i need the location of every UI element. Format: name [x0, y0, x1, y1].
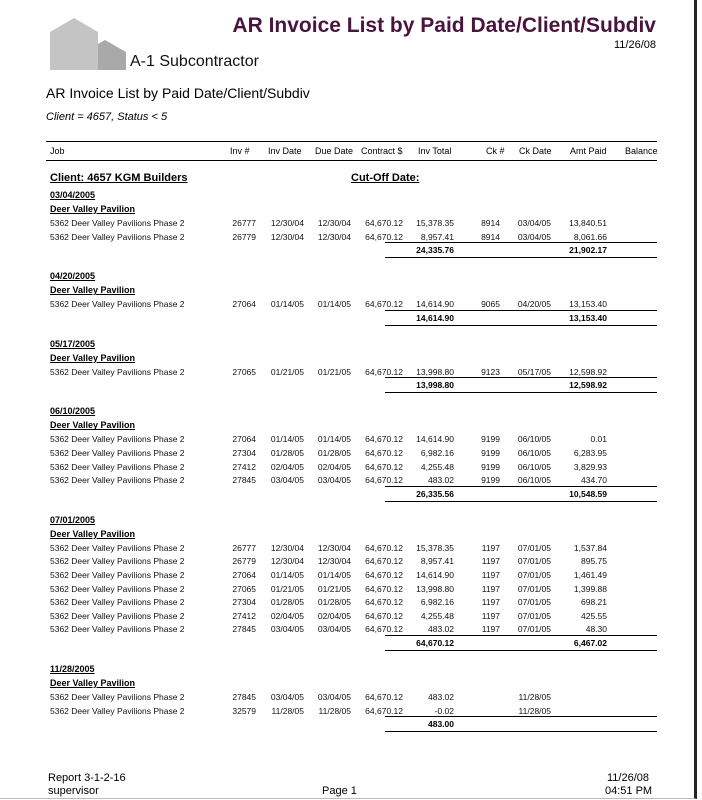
cell-ck-num: 9199 — [481, 448, 500, 458]
cell-inv-total: 4,255.48 — [420, 461, 454, 472]
cell-inv-num: 27304 — [232, 448, 256, 458]
cell-ck-date: 06/10/05 — [517, 475, 551, 486]
cell-job: 5362 Deer Valley Pavilions Phase 2 — [50, 705, 185, 716]
cell-contract: 64,670.12 — [365, 218, 403, 228]
cell-inv-num: 27845 — [232, 624, 256, 635]
cell-ck-date: 11/28/05 — [518, 705, 551, 716]
amt-paid-subtotal: 10,548.59 — [569, 488, 607, 499]
cell-job: 5362 Deer Valley Pavilions Phase 2 — [50, 692, 185, 702]
cell-inv-total: 483.02 — [428, 692, 454, 702]
cell-due-date: 12/30/04 — [317, 218, 351, 228]
column-inv-num: Inv # — [230, 146, 250, 156]
paid-date-heading: 03/04/2005 — [50, 190, 96, 200]
cell-inv-num: 27064 — [232, 570, 256, 580]
column-contract: Contract $ — [361, 146, 403, 156]
cell-due-date: 02/04/05 — [317, 461, 351, 472]
cell-ck-num: 1197 — [481, 542, 500, 553]
cell-inv-date: 12/30/04 — [270, 542, 304, 553]
cell-inv-total: 15,378.35 — [416, 218, 454, 228]
inv-total-subtotal: 13,998.80 — [416, 380, 454, 391]
cell-amt-paid: 434.70 — [581, 475, 607, 486]
cell-inv-date: 01/21/05 — [270, 583, 304, 594]
cell-job: 5362 Deer Valley Pavilions Phase 2 — [50, 542, 185, 553]
column-balance: Balance — [625, 146, 658, 156]
paid-date-heading: 05/17/2005 — [50, 338, 96, 349]
cell-job: 5362 Deer Valley Pavilions Phase 2 — [50, 556, 185, 567]
subdivision-heading: Deer Valley Pavilion — [50, 285, 136, 296]
cell-contract: 64,670.12 — [365, 570, 403, 580]
cell-inv-date: 12/30/04 — [270, 556, 304, 567]
cell-job: 5362 Deer Valley Pavilions Phase 2 — [50, 624, 185, 635]
cell-inv-total: 14,614.90 — [416, 299, 454, 310]
cell-ck-date: 06/10/05 — [517, 461, 551, 472]
cell-inv-date: 02/04/05 — [270, 610, 304, 621]
cell-due-date: 03/04/05 — [317, 692, 351, 702]
cell-inv-total: 6,982.16 — [420, 448, 454, 458]
footer-date: 11/26/08 — [607, 772, 650, 784]
cell-inv-num: 26779 — [232, 556, 256, 567]
cell-job: 5362 Deer Valley Pavilions Phase 2 — [50, 434, 185, 445]
cell-ck-num: 1197 — [481, 570, 500, 580]
cell-inv-total: 8,957.41 — [420, 231, 454, 242]
cell-contract: 64,670.12 — [365, 434, 403, 445]
column-ck-date: Ck Date — [519, 146, 552, 156]
cell-contract: 64,670.12 — [365, 299, 403, 310]
cell-job: 5362 Deer Valley Pavilions Phase 2 — [50, 231, 185, 242]
cell-ck-num: 1197 — [481, 597, 500, 608]
cell-job: 5362 Deer Valley Pavilions Phase 2 — [50, 583, 185, 594]
cell-job: 5362 Deer Valley Pavilions Phase 2 — [50, 475, 185, 486]
subtotal-rule — [385, 486, 657, 487]
cell-due-date: 03/04/05 — [317, 624, 351, 635]
cell-contract: 64,670.12 — [365, 692, 403, 702]
cell-inv-total: 14,614.90 — [416, 570, 454, 580]
amt-paid-subtotal: 21,902.17 — [569, 245, 607, 256]
cell-ck-num: 1197 — [481, 610, 500, 621]
subtotal-bottom-rule — [385, 257, 657, 258]
cell-ck-num: 1197 — [481, 556, 500, 567]
cell-ck-date: 07/01/05 — [517, 556, 551, 567]
cell-inv-num: 27845 — [232, 475, 256, 486]
cell-ck-date: 03/04/05 — [517, 218, 551, 228]
cell-inv-total: 15,378.35 — [416, 542, 454, 553]
cell-due-date: 01/28/05 — [317, 448, 351, 458]
cell-due-date: 01/28/05 — [317, 597, 351, 608]
inv-total-subtotal: 483.00 — [428, 719, 454, 730]
subtotal-rule — [385, 716, 657, 717]
cell-ck-date: 07/01/05 — [517, 624, 551, 635]
cell-inv-num: 27412 — [232, 610, 256, 621]
subtotal-bottom-rule — [385, 731, 657, 732]
cell-contract: 64,670.12 — [365, 448, 403, 458]
subdivision-heading: Deer Valley Pavilion — [50, 352, 136, 363]
cell-ck-num: 9199 — [481, 461, 500, 472]
cell-due-date: 01/21/05 — [317, 366, 351, 377]
company-name: A-1 Subcontractor — [130, 53, 259, 70]
column-due-date: Due Date — [315, 146, 354, 156]
cell-ck-date: 11/28/05 — [518, 692, 551, 702]
report-title: AR Invoice List by Paid Date/Client/Subdiv — [232, 14, 656, 37]
cell-job: 5362 Deer Valley Pavilions Phase 2 — [50, 299, 185, 310]
cell-inv-date: 01/14/05 — [270, 570, 304, 580]
cell-inv-date: 11/28/05 — [271, 705, 304, 716]
cell-due-date: 03/04/05 — [317, 475, 351, 486]
cell-inv-date: 12/30/04 — [270, 218, 304, 228]
cell-ck-num: 8914 — [481, 218, 500, 228]
cell-inv-date: 01/28/05 — [270, 448, 304, 458]
cell-inv-num: 27064 — [232, 434, 256, 445]
cell-contract: 64,670.12 — [365, 366, 403, 377]
cell-amt-paid: 0.01 — [590, 434, 607, 445]
cell-contract: 64,670.12 — [365, 610, 403, 621]
report-criteria: Client = 4657, Status < 5 — [46, 111, 168, 123]
client-heading: Client: 4657 KGM Builders — [50, 172, 188, 184]
inv-total-subtotal: 14,614.90 — [416, 312, 454, 323]
cell-ck-num: 9123 — [481, 366, 500, 377]
cell-inv-date: 03/04/05 — [270, 475, 304, 486]
cell-inv-num: 26777 — [232, 218, 256, 228]
cell-ck-date: 07/01/05 — [517, 610, 551, 621]
cell-ck-num: 8914 — [481, 231, 500, 242]
subtotal-rule — [385, 635, 657, 636]
cell-contract: 64,670.12 — [365, 461, 403, 472]
cell-amt-paid: 6,283.95 — [573, 448, 607, 458]
cell-inv-date: 02/04/05 — [270, 461, 304, 472]
cell-inv-total: 4,255.48 — [420, 610, 454, 621]
print-date: 11/26/08 — [613, 39, 656, 51]
cell-inv-date: 12/30/04 — [270, 231, 304, 242]
subtotal-bottom-rule — [385, 325, 657, 326]
cell-inv-total: 6,982.16 — [420, 597, 454, 608]
cell-ck-date: 07/01/05 — [517, 583, 551, 594]
subtotal-bottom-rule — [385, 650, 657, 651]
cell-due-date: 01/14/05 — [317, 299, 351, 310]
cell-ck-num: 1197 — [481, 583, 500, 594]
cell-due-date: 12/30/04 — [317, 231, 351, 242]
cell-inv-num: 32579 — [232, 705, 256, 716]
subtotal-rule — [385, 310, 657, 311]
subdivision-heading: Deer Valley Pavilion — [50, 528, 136, 539]
cell-due-date: 01/21/05 — [317, 583, 351, 594]
cell-amt-paid: 1,461.49 — [573, 570, 607, 580]
column-inv-total: Inv Total — [418, 146, 452, 156]
column-ck-num: Ck # — [486, 146, 505, 156]
paid-date-heading: 06/10/2005 — [50, 406, 96, 417]
cell-amt-paid: 48.30 — [585, 624, 607, 635]
cell-inv-num: 27064 — [232, 299, 256, 310]
report-subtitle: AR Invoice List by Paid Date/Client/Subdiv — [46, 85, 310, 101]
cutoff-date-label: Cut-Off Date: — [351, 172, 420, 184]
cell-ck-date: 05/17/05 — [517, 366, 551, 377]
cell-contract: 64,670.12 — [365, 475, 403, 486]
cell-amt-paid: 3,829.93 — [573, 461, 607, 472]
cell-amt-paid: 698.21 — [581, 597, 607, 608]
cell-job: 5362 Deer Valley Pavilions Phase 2 — [50, 366, 185, 377]
footer-user: supervisor — [48, 785, 99, 797]
cell-inv-num: 26779 — [232, 231, 256, 242]
inv-total-subtotal: 64,670.12 — [416, 638, 454, 648]
subdivision-heading: Deer Valley Pavilion — [50, 678, 136, 688]
cell-ck-date: 03/04/05 — [517, 231, 551, 242]
cell-due-date: 12/30/04 — [317, 556, 351, 567]
footer-page-number: Page 1 — [322, 785, 357, 797]
cell-amt-paid: 8,061.66 — [573, 231, 607, 242]
paid-date-heading: 04/20/2005 — [50, 271, 96, 282]
cell-amt-paid: 1,537.84 — [573, 542, 607, 553]
column-inv-date: Inv Date — [268, 146, 302, 156]
cell-due-date: 11/28/05 — [318, 705, 351, 716]
inv-total-subtotal: 26,335.56 — [416, 488, 454, 499]
subtotal-bottom-rule — [385, 392, 657, 393]
cell-ck-num: 9199 — [481, 434, 500, 445]
cell-inv-num: 26777 — [232, 542, 256, 553]
cell-contract: 64,670.12 — [365, 231, 403, 242]
cell-ck-num: 9199 — [481, 475, 500, 486]
column-job: Job — [50, 146, 65, 156]
subtotal-bottom-rule — [385, 501, 657, 502]
cell-ck-date: 07/01/05 — [517, 570, 551, 580]
cell-inv-num: 27304 — [232, 597, 256, 608]
subdivision-heading: Deer Valley Pavilion — [50, 420, 136, 431]
amt-paid-subtotal: 13,153.40 — [569, 312, 607, 323]
cell-ck-date: 06/10/05 — [517, 448, 551, 458]
cell-ck-date: 07/01/05 — [517, 597, 551, 608]
cell-amt-paid: 12,598.92 — [569, 366, 607, 377]
cell-amt-paid: 425.55 — [581, 610, 607, 621]
cell-due-date: 12/30/04 — [317, 542, 351, 553]
column-amt-paid: Amt Paid — [570, 146, 607, 156]
cell-inv-date: 01/21/05 — [270, 366, 304, 377]
cell-inv-date: 01/14/05 — [270, 299, 304, 310]
cell-contract: 64,670.12 — [365, 542, 403, 553]
cell-contract: 64,670.12 — [365, 583, 403, 594]
cell-contract: 64,670.12 — [365, 597, 403, 608]
cell-ck-date: 06/10/05 — [517, 434, 551, 445]
cell-inv-date: 01/28/05 — [270, 597, 304, 608]
cell-job: 5362 Deer Valley Pavilions Phase 2 — [50, 448, 185, 458]
cell-inv-num: 27065 — [232, 583, 256, 594]
cell-amt-paid: 1,399.88 — [573, 583, 607, 594]
cell-contract: 64,670.12 — [365, 705, 403, 716]
cell-amt-paid: 13,840.51 — [569, 218, 607, 228]
amt-paid-subtotal: 12,598.92 — [569, 380, 607, 391]
cell-contract: 64,670.12 — [365, 556, 403, 567]
cell-ck-date: 04/20/05 — [517, 299, 551, 310]
cell-due-date: 01/14/05 — [317, 570, 351, 580]
cell-due-date: 02/04/05 — [317, 610, 351, 621]
cell-contract: 64,670.12 — [365, 624, 403, 635]
subdivision-heading: Deer Valley Pavilion — [50, 204, 136, 214]
cell-amt-paid: 13,153.40 — [569, 299, 607, 310]
paid-date-heading: 11/28/2005 — [50, 664, 95, 674]
cell-job: 5362 Deer Valley Pavilions Phase 2 — [50, 597, 185, 608]
cell-inv-total: 14,614.90 — [416, 434, 454, 445]
cell-inv-total: 483.02 — [428, 475, 454, 486]
cell-ck-date: 07/01/05 — [517, 542, 551, 553]
cell-ck-num: 1197 — [481, 624, 500, 635]
cell-inv-num: 27845 — [232, 692, 256, 702]
cell-inv-total: -0.02 — [434, 705, 454, 716]
footer-time: 04:51 PM — [605, 785, 653, 797]
cell-inv-num: 27065 — [232, 366, 256, 377]
cell-inv-date: 03/04/05 — [270, 692, 304, 702]
cell-inv-num: 27412 — [232, 461, 256, 472]
cell-job: 5362 Deer Valley Pavilions Phase 2 — [50, 218, 185, 228]
cell-job: 5362 Deer Valley Pavilions Phase 2 — [50, 570, 185, 580]
cell-inv-total: 13,998.80 — [416, 366, 454, 377]
paid-date-heading: 07/01/2005 — [50, 514, 96, 525]
cell-inv-total: 8,957.41 — [420, 556, 454, 567]
cell-amt-paid: 895.75 — [581, 556, 607, 567]
footer-report-id: Report 3-1-2-16 — [48, 772, 126, 784]
cell-inv-date: 01/14/05 — [270, 434, 304, 445]
cell-job: 5362 Deer Valley Pavilions Phase 2 — [50, 610, 185, 621]
amt-paid-subtotal: 6,467.02 — [573, 638, 607, 648]
subtotal-rule — [385, 242, 657, 243]
cell-job: 5362 Deer Valley Pavilions Phase 2 — [50, 461, 185, 472]
cell-inv-date: 03/04/05 — [270, 624, 304, 635]
cell-due-date: 01/14/05 — [317, 434, 351, 445]
cell-ck-num: 9065 — [481, 299, 500, 310]
inv-total-subtotal: 24,335.76 — [416, 245, 454, 256]
cell-inv-total: 483.02 — [428, 624, 454, 635]
subtotal-rule — [385, 377, 657, 378]
cell-inv-total: 13,998.80 — [416, 583, 454, 594]
